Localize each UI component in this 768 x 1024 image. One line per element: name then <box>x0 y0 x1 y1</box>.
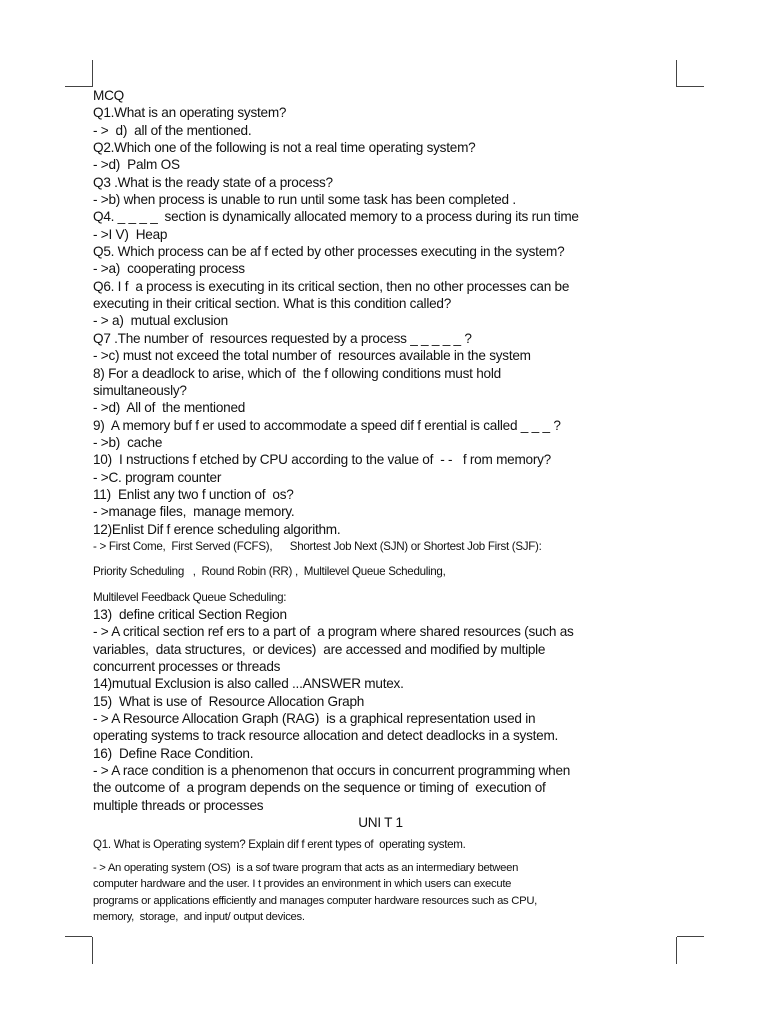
text-line: concurrent processes or threads <box>93 659 281 674</box>
text-line: - >I V) Heap <box>93 226 168 242</box>
text-line: 14)mutual Exclusion is also called ...ANSWER mutex. <box>93 676 404 692</box>
text-line: 16) Define Race Condition. <box>93 745 254 761</box>
document-body <box>93 87 668 926</box>
text-line: - > a) mutual exclusion <box>93 313 228 329</box>
text-line: 10) I nstructions f etched by CPU according to the value of - - f rom memory? <box>93 452 551 468</box>
crop-mark <box>677 936 704 937</box>
text-line: - >d) Palm OS <box>93 157 180 173</box>
text-line: 15) What is use of Resource Allocation Graph <box>93 693 365 709</box>
text-line: the outcome of a program depends on the sequence or timing of execution of <box>93 780 546 796</box>
text-line: executing in their critical section. What is this condition called? <box>93 296 452 312</box>
text-line: - >C. program counter <box>93 469 222 485</box>
text-line: operating systems to track resource allocation and detect deadlocks in a system. <box>93 728 559 744</box>
scheduling-answer <box>93 538 668 606</box>
text-line: - >c) must not exceed the total number of resources available in the system <box>93 348 531 364</box>
text-line: Q2.Which one of the following is not a real time operating system? <box>93 140 476 156</box>
unit-question: Q1. What is Operating system? Explain dif f erent types of operating system. <box>93 838 466 852</box>
text-line: Q7 .The number of resources requested by a process _ _ _ _ _ ? <box>93 330 472 346</box>
text-line: - > An operating system (OS) is a sof tware program that acts as an intermediary between <box>93 861 519 874</box>
text-line: - > A Resource Allocation Graph (RAG) is a graphical representation used in <box>93 711 536 727</box>
mcq-section <box>93 87 668 538</box>
text-line: programs or applications efficiently and manages computer hardware resources such as CPU, <box>93 894 538 907</box>
text-line: - > d) all of the mentioned. <box>93 122 252 138</box>
text-line: Q1.What is an operating system? <box>93 105 287 121</box>
text-line: simultaneously? <box>93 382 187 398</box>
text-line: 9) A memory buf f er used to accommodate a speed dif f erential is called _ _ _ ? <box>93 417 561 433</box>
crop-mark <box>65 86 92 87</box>
mcq-heading: MCQ <box>93 88 124 103</box>
text-line: Q6. I f a process is executing in its critical section, then no other processes can be <box>93 278 570 294</box>
crop-mark <box>92 937 93 964</box>
text-line: Priority Scheduling , Round Robin (RR) , Multilevel Queue Scheduling, <box>93 565 446 579</box>
text-line: 12)Enlist Dif f erence scheduling algorithm. <box>93 521 341 537</box>
crop-mark <box>677 86 704 87</box>
os-answer <box>93 860 668 926</box>
text-line: - > First Come, First Served (FCFS), Shortest Job Next (SJN) or Shortest Job First (SJF): <box>93 539 542 553</box>
text-line: 13) define critical Section Region <box>93 606 287 622</box>
text-line: Q5. Which process can be af f ected by other processes executing in the system? <box>93 244 565 260</box>
unit-heading: UNI T 1 <box>358 815 403 831</box>
text-line: - >d) All of the mentioned <box>93 400 246 416</box>
text-line: 11) Enlist any two f unction of os? <box>93 486 294 502</box>
crop-mark <box>676 937 677 964</box>
text-line: - >b) when process is unable to run until some task has been completed . <box>93 192 516 208</box>
crop-mark <box>92 60 93 87</box>
text-line: - >a) cooperating process <box>93 261 245 277</box>
text-line: computer hardware and the user. I t provides an environment in which users can execute <box>93 878 512 891</box>
text-line: - > A critical section ref ers to a part of a program where shared resources (such as <box>93 624 574 640</box>
text-line: Q4. _ _ _ _ section is dynamically allocated memory to a process during its run time <box>93 209 579 225</box>
crop-mark <box>65 936 92 937</box>
text-line: 8) For a deadlock to arise, which of the f ollowing conditions must hold <box>93 365 501 381</box>
text-line: variables, data structures, or devices) are accessed and modified by multiple <box>93 641 546 657</box>
text-line: - > A race condition is a phenomenon that occurs in concurrent programming when <box>93 763 571 779</box>
text-line: Multilevel Feedback Queue Scheduling: <box>93 590 287 604</box>
text-line: Q3 .What is the ready state of a process? <box>93 174 333 190</box>
text-line: memory, storage, and input/ output devices. <box>93 911 305 924</box>
rest-section <box>93 606 668 814</box>
crop-mark <box>676 60 677 87</box>
text-line: multiple threads or processes <box>93 797 264 813</box>
text-line: - >b) cache <box>93 434 163 450</box>
text-line: - >manage files, manage memory. <box>93 504 295 520</box>
